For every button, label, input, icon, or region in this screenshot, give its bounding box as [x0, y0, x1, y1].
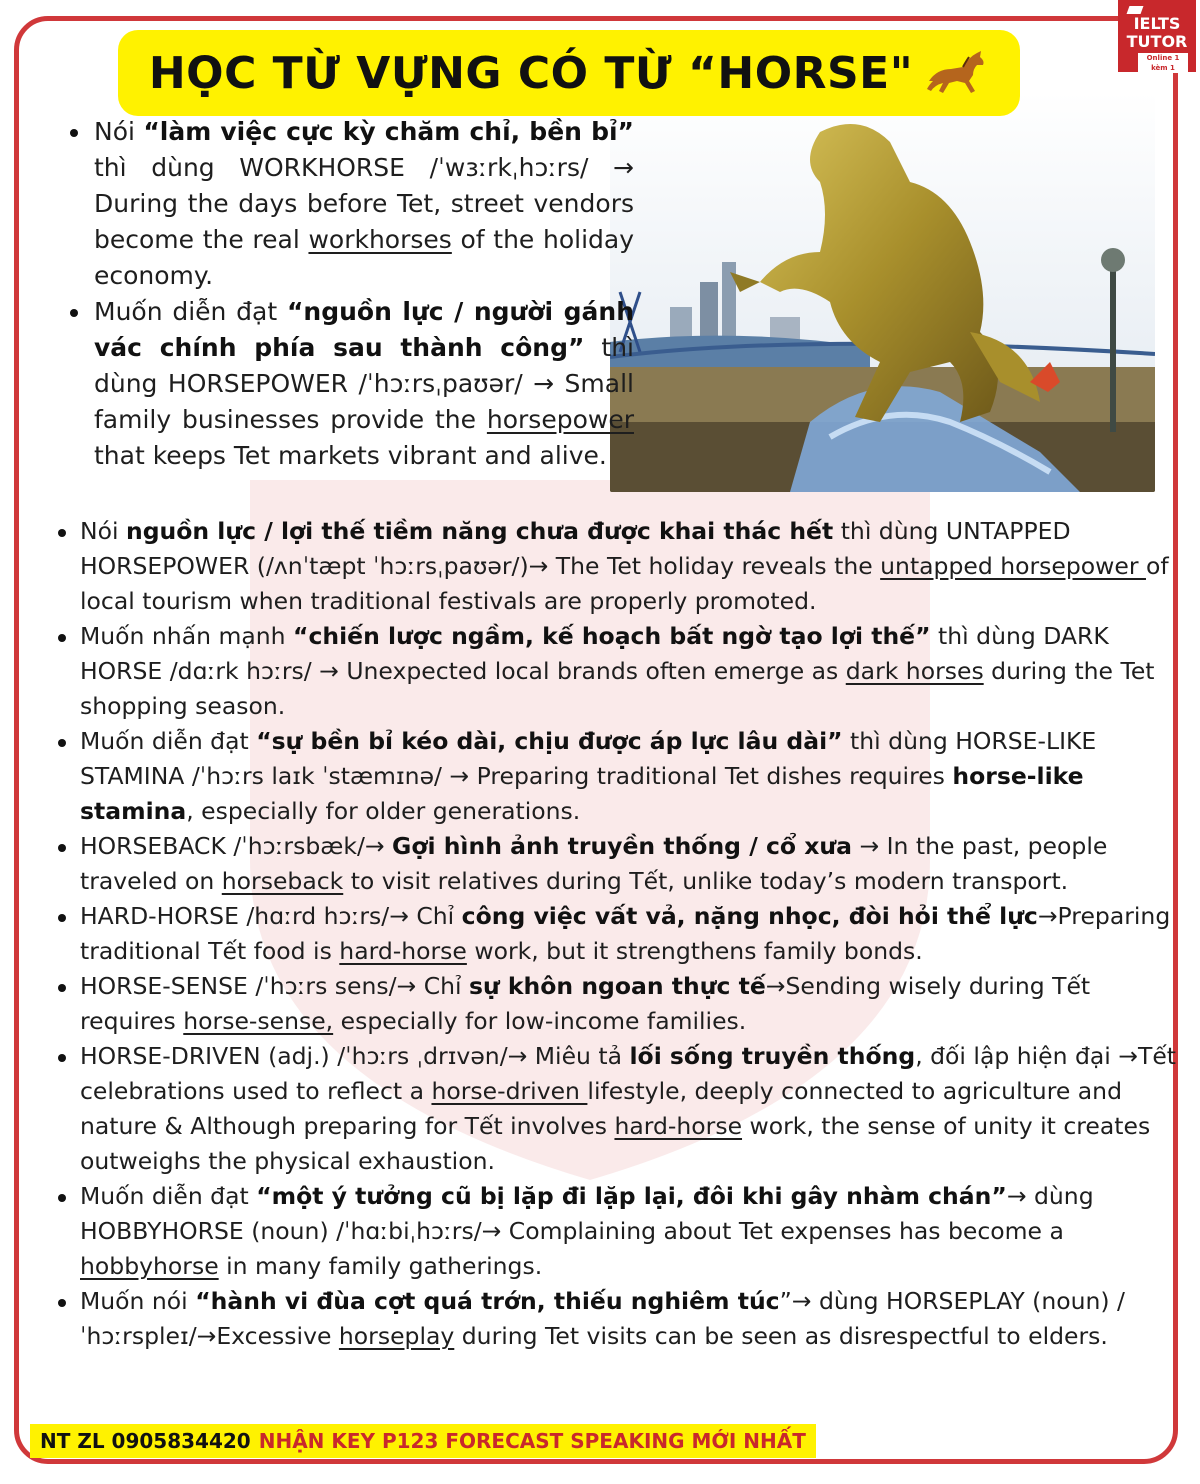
text-segment: , especially for older generations. [186, 797, 581, 825]
underlined-term: workhorses [308, 225, 452, 254]
underlined-term: dark horses [845, 657, 984, 685]
bold-phrase: “chiến lược ngầm, kế hoạch bất ngờ tạo lợi thế” [293, 622, 931, 650]
underlined-term: horse-driven [431, 1077, 588, 1105]
text-segment: ”→ dùng HORSEPLAY (noun) /ˈhɔːrspleɪ/→Excessive [80, 1287, 1125, 1350]
vocab-item-horse-like-stamina [80, 724, 1192, 829]
text-segment: lifestyle, deeply connected to agriculture and nature & Although preparing for Tết involves [80, 1077, 1122, 1140]
ielts-tutor-logo [1118, 0, 1196, 72]
bold-phrase: lối sống truyền thống [629, 1042, 916, 1070]
text-segment: thì dùng UNTAPPED HORSEPOWER (/ʌnˈtæpt ˈhɔːrsˌpaʊər/)→ The Tet holiday reveals the [80, 517, 1071, 580]
underlined-term: horseback [221, 867, 344, 895]
text-segment: during Tet visits can be seen as disrespectful to elders. [454, 1322, 1108, 1350]
text-segment: Muốn nói [80, 1287, 196, 1315]
text-segment: →Preparing traditional Tết food is [80, 902, 1171, 965]
text-segment: → dùng HOBBYHORSE (noun) /ˈhɑːbiˌhɔːrs/→ Complaining about Tet expenses has become a [80, 1182, 1094, 1245]
title-banner [118, 30, 1020, 116]
text-segment: work, but it strengthens family bonds. [466, 937, 923, 965]
text-segment: thì dùng HORSE-LIKE STAMINA /ˈhɔːrs laɪk ˈstæmɪnə/ → Preparing traditional Tet dishes requires [80, 727, 1097, 790]
vocab-item-horseback [80, 829, 1192, 899]
vocab-item-horse-sense [80, 969, 1192, 1039]
text-segment: Nói [94, 117, 144, 146]
text-segment: Nói [80, 517, 126, 545]
graduation-cap-icon [1127, 6, 1144, 14]
bold-phrase: “sự bền bỉ kéo dài, chịu được áp lực lâu dài” [256, 727, 843, 755]
bold-phrase: “nguồn lực / người gánh vác chính phía sau thành công” [94, 297, 635, 362]
text-segment: HORSEBACK /ˈhɔːrsbæk/→ [80, 832, 393, 860]
vocab-item-untapped-horsepower [80, 514, 1192, 619]
text-segment: , đối lập hiện đại →Tết celebrations used to reflect a [80, 1042, 1177, 1105]
vocab-item-hobbyhorse [80, 1179, 1192, 1284]
text-segment: Muốn diễn đạt [94, 297, 287, 326]
text-segment: of the holiday economy. [94, 225, 634, 290]
text-segment: HORSE-SENSE /ˈhɔːrs sens/→ Chỉ [80, 972, 470, 1000]
footer-banner [30, 1424, 816, 1458]
text-segment: in many family gatherings. [218, 1252, 543, 1280]
text-segment: thì dùng WORKHORSE /ˈwɜːrkˌhɔːrs/ → During the days before Tet, street vendors become the real [94, 153, 634, 254]
logo-line-2: TUTOR [1126, 32, 1188, 51]
bold-phrase: công việc vất vả, nặng nhọc, đòi hỏi thể lực [461, 902, 1038, 930]
underlined-term: horseplay [338, 1322, 455, 1350]
text-segment: of local tourism when traditional festivals are properly promoted. [80, 552, 1169, 615]
logo-line-1: IELTS [1133, 14, 1181, 33]
vocab-item-horsepower [94, 294, 634, 474]
underlined-term: hard-horse [614, 1112, 743, 1140]
underlined-term: untapped horsepower [880, 552, 1146, 580]
text-segment: →Sending wisely during Tết requires [80, 972, 1091, 1035]
vocab-item-horseplay [80, 1284, 1192, 1354]
top-vocab-list [60, 114, 634, 474]
bottom-vocab-list [50, 514, 1192, 1354]
underlined-term: horsepower [486, 405, 634, 434]
footer-phone: NT ZL 0905834420 [40, 1429, 251, 1453]
text-segment: thì dùng DARK HORSE /dɑːrk hɔːrs/ → Unexpected local brands often emerge as [80, 622, 1109, 685]
bold-phrase: nguồn lực / lợi thế tiềm năng chưa được khai thác hết [125, 517, 834, 545]
underlined-term: horse-sense, [183, 1007, 334, 1035]
text-segment: during the Tet shopping season. [80, 657, 1155, 720]
text-segment: thì dùng HORSEPOWER /ˈhɔːrsˌpaʊər/ → Small family businesses provide the [94, 333, 634, 434]
bold-phrase: Gợi hình ảnh truyền thống / cổ xưa [392, 832, 852, 860]
golden-horse-statue-photo [610, 92, 1155, 492]
bold-phrase: “một ý tưởng cũ bị lặp đi lặp lại, đôi khi gây nhàm chán” [256, 1182, 1007, 1210]
page-title: HỌC TỪ VỰNG CÓ TỪ “HORSE" [148, 47, 914, 99]
vocab-item-workhorse [94, 114, 634, 294]
text-segment: that keeps Tet markets vibrant and alive. [94, 441, 607, 470]
text-segment: to visit relatives during Tết, unlike today’s modern transport. [343, 867, 1069, 895]
text-segment: → In the past, people traveled on [80, 832, 1108, 895]
text-segment: especially for low-income families. [333, 1007, 747, 1035]
text-segment: HARD-HORSE /hɑːrd hɔːrs/→ Chỉ [80, 902, 462, 930]
text-segment: HORSE-DRIVEN (adj.) /ˈhɔːrs ˌdrɪvən/→ Miêu tả [80, 1042, 630, 1070]
bold-phrase: horse-like stamina [80, 762, 1084, 825]
text-segment: Muốn diễn đạt [80, 1182, 257, 1210]
horse-icon [923, 47, 989, 99]
vocab-item-hard-horse [80, 899, 1192, 969]
logo-line-3: Online 1 kèm 1 [1138, 53, 1188, 73]
underlined-term: hard-horse [339, 937, 467, 965]
text-segment: Muốn diễn đạt [80, 727, 257, 755]
footer-cta: NHẬN KEY P123 FORECAST SPEAKING MỚI NHẤT [258, 1429, 806, 1453]
bold-phrase: “làm việc cực kỳ chăm chỉ, bền bỉ” [143, 117, 634, 146]
text-segment: work, the sense of unity it creates outweighs the physical exhaustion. [80, 1112, 1151, 1175]
text-segment: Muốn nhấn mạnh [80, 622, 294, 650]
underlined-term: hobbyhorse [80, 1252, 219, 1280]
bold-phrase: “hành vi đùa cợt quá trớn, thiếu nghiêm túc [195, 1287, 780, 1315]
bold-phrase: sự khôn ngoan thực tế [469, 972, 766, 1000]
vocab-item-horse-driven [80, 1039, 1192, 1179]
vocab-item-dark-horse [80, 619, 1192, 724]
